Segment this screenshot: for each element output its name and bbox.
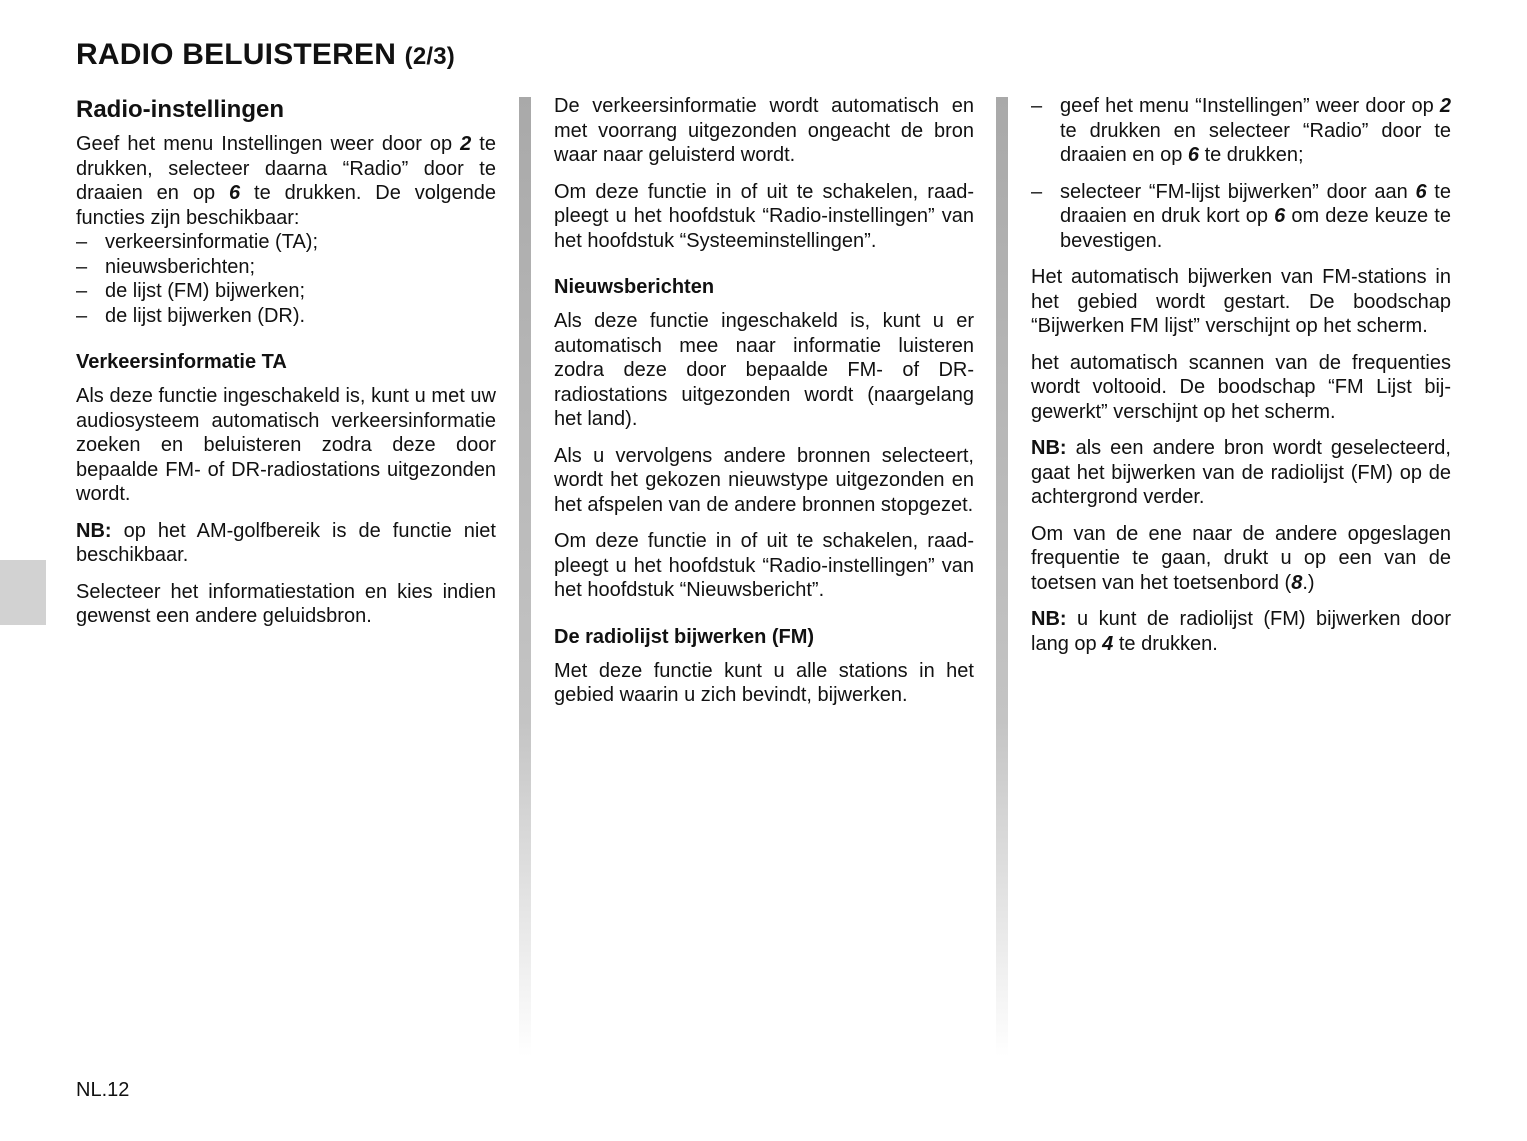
paragraph: Het automatisch bijwerken van FM-stations in het gebied wordt gestart. De boodschap “Bijwerken FM lijst” verschijnt op het scherm.	[1031, 266, 1451, 337]
note-paragraph: NB: op het AM-golfbereik is de functie niet beschikbaar.	[76, 519, 496, 566]
column-1	[76, 94, 496, 641]
list-item: – selecteer “FM-lijst bijwerken” door aan 6 te draaien en druk kort op 6 om deze keuze te bevestigen.	[1031, 180, 1451, 254]
subheading-traffic-info: Verkeersinformatie TA	[76, 351, 287, 373]
subheading-update-fm-list: De radiolijst bijwerken (FM)	[554, 625, 815, 648]
paragraph: Als deze functie ingeschakeld is, kunt u er automatisch mee naar informatie luisteren zodra deze door bepaalde FM- of DR-radiostations uitgezonden wordt (naargelang het land).	[554, 310, 974, 430]
paragraph: Om deze functie in of uit te schakelen, raadpleegt u het hoofdstuk “Radio-instellingen” van het hoofdstuk “Systeeminstellingen”.	[554, 180, 974, 252]
list-item: – geef het menu “Instellingen” weer door op 2 te drukken en selecteer “Radio” door te draaien en op 6 te drukken;	[1031, 94, 1451, 168]
paragraph: Om van de ene naar de andere opgeslagen frequentie te gaan, drukt u op een van de toetsen van het toetsenbord (8.)	[1031, 522, 1451, 594]
column-divider-2	[996, 97, 1008, 1057]
key-8: 8	[1291, 571, 1303, 594]
column-2	[554, 94, 974, 720]
key-2: 2	[1439, 95, 1451, 117]
paragraph: Selecteer het informatiestation en kies indien gewenst een andere geluidsbron.	[76, 580, 496, 627]
subheading-news: Nieuwsberichten	[554, 276, 715, 298]
paragraph: Met deze functie kunt u alle stations in het gebied waarin u zich bevindt, bijwerken.	[554, 659, 974, 706]
page-title-part: (2/3)	[404, 43, 455, 70]
key-6: 6	[1415, 180, 1427, 203]
key-6: 6	[1187, 144, 1200, 166]
column-3	[1031, 94, 1451, 668]
key-6: 6	[1274, 205, 1286, 227]
note-label: NB:	[1031, 437, 1067, 459]
list-item: – nieuwsberichten;	[76, 255, 496, 280]
note-label: NB:	[1031, 608, 1067, 630]
page-title-main: RADIO BELUISTEREN	[76, 38, 397, 71]
note-paragraph: NB: u kunt de radiolijst (FM) bijwerken door lang op 4 te drukken.	[1031, 608, 1451, 655]
steps-list	[1031, 94, 1451, 253]
list-item: – verkeersinformatie (TA);	[76, 230, 496, 255]
chapter-tab-marker	[0, 560, 46, 625]
list-item: – de lijst bijwerken (DR).	[76, 304, 496, 329]
functions-list	[76, 230, 496, 328]
section-heading-radio-settings: Radio-instellingen	[76, 96, 285, 123]
key-4: 4	[1102, 632, 1114, 655]
paragraph: het automatisch scannen van de frequenties wordt voltooid. De boodschap “FM Lijst bijgewerkt” verschijnt op het scherm.	[1031, 351, 1451, 423]
note-label: NB:	[76, 519, 112, 542]
page-number: NL.12	[76, 1079, 130, 1101]
paragraph: Als deze functie ingeschakeld is, kunt u met uw audiosysteem automatisch verkeersinformatie zoeken en beluisteren zodra deze door bepaalde FM- of DR-radiostations uitgezonden wordt.	[76, 385, 496, 505]
column-divider-1	[519, 97, 531, 1057]
paragraph: De verkeersinformatie wordt automatisch en met voorrang uitgezonden ongeacht de bron waar naar geluisterd wordt.	[554, 95, 974, 166]
key-2: 2	[460, 133, 472, 155]
list-item: – de lijst (FM) bijwerken;	[76, 279, 496, 304]
page-title	[76, 38, 455, 72]
intro-paragraph: Geef het menu Instellingen weer door op 2 te drukken, selecteer daarna “Radio” door te draaien en op 6 te drukken. De volgende functies zijn beschikbaar:	[76, 133, 496, 229]
note-paragraph: NB: als een andere bron wordt geselecteerd, gaat het bijwerken van de radiolijst (FM) op de achtergrond verder.	[1031, 437, 1451, 508]
paragraph: Als u vervolgens andere bronnen selecteert, wordt het gekozen nieuwstype uitgezonden en het afspelen van de andere bronnen stopgezet.	[554, 444, 974, 516]
paragraph: Om deze functie in of uit te schakelen, raadpleegt u het hoofdstuk “Radio-instellingen” van het hoofdstuk “Nieuwsbericht”.	[554, 530, 974, 601]
key-6: 6	[229, 182, 241, 204]
